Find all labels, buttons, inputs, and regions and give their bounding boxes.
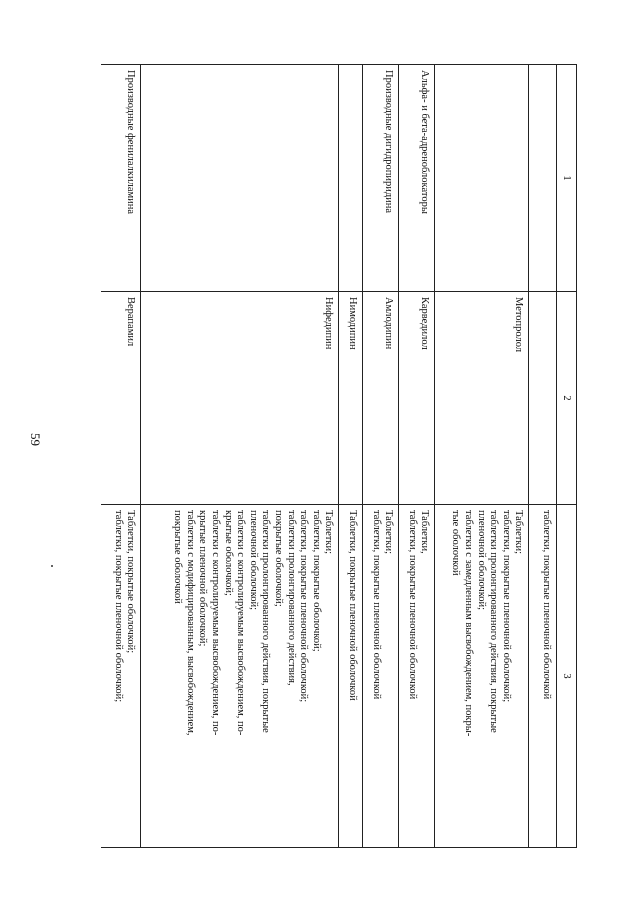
page-number: 59 bbox=[28, 433, 43, 446]
forms-cell: Таблетки, покрытые пленочной оболочкой bbox=[339, 505, 363, 848]
table-row bbox=[339, 65, 363, 848]
drug-cell bbox=[529, 292, 557, 505]
table-row bbox=[141, 65, 339, 848]
forms-cell: таблетки, покрытые пленочной оболочкой bbox=[529, 505, 557, 848]
header-col-1: 1 bbox=[557, 65, 577, 292]
table-row bbox=[101, 65, 141, 848]
drug-cell: Верапамил bbox=[101, 292, 141, 505]
group-cell: Производные дигидропиридина bbox=[363, 65, 399, 292]
group-cell bbox=[141, 65, 339, 292]
group-cell bbox=[435, 65, 529, 292]
group-cell bbox=[339, 65, 363, 292]
scan-artifact bbox=[51, 565, 53, 567]
drug-cell: Нимодипин bbox=[339, 292, 363, 505]
rotated-table-wrapper bbox=[70, 64, 577, 847]
group-cell bbox=[529, 65, 557, 292]
group-cell: Альфа- и бета-адреноблокаторы bbox=[399, 65, 435, 292]
forms-cell: Таблетки, таблетки, покрытые пленочной оболочкой bbox=[399, 505, 435, 848]
drug-cell: Метопролол bbox=[435, 292, 529, 505]
forms-cell: Таблетки, покрытые оболочкой; таблетки, покрытые пленочной оболочкой; bbox=[101, 505, 141, 848]
header-col-3: 3 bbox=[557, 505, 577, 848]
table-row bbox=[435, 65, 529, 848]
drug-table bbox=[101, 64, 577, 848]
table-row bbox=[399, 65, 435, 848]
drug-cell: Карведилол bbox=[399, 292, 435, 505]
table-row bbox=[363, 65, 399, 848]
drug-cell: Нифедипин bbox=[141, 292, 339, 505]
header-col-2: 2 bbox=[557, 292, 577, 505]
forms-cell: Таблетки; таблетки, покрытые пленочной оболочкой bbox=[363, 505, 399, 848]
table-header-row bbox=[557, 65, 577, 848]
table-row bbox=[529, 65, 557, 848]
forms-cell: Таблетки; таблетки, покрытые оболочкой; таблетки, покрытые пленочной оболочкой; таблетки пролонгированного действия, покрытые оболочкой; таблетки пролонгированного действия, покрытые пленочной оболочкой; таблетки с контролируемым высвобождением, по- крытые оболочкой; таблетки с контролируемым высвобождением, по- крытые пленочной оболочкой; таблетки с модифицированным, высвобождением, покрытые оболочкой bbox=[141, 505, 339, 848]
drug-cell: Амлодипин bbox=[363, 292, 399, 505]
group-cell: Производные фенилалкиламина bbox=[101, 65, 141, 292]
forms-cell: Таблетки; таблетки, покрытые пленочной оболочкой; таблетки пролонгированного действия, покрытые пленочной оболочкой; таблетки с замедленным высвобождением, покры- тые оболочкой bbox=[435, 505, 529, 848]
